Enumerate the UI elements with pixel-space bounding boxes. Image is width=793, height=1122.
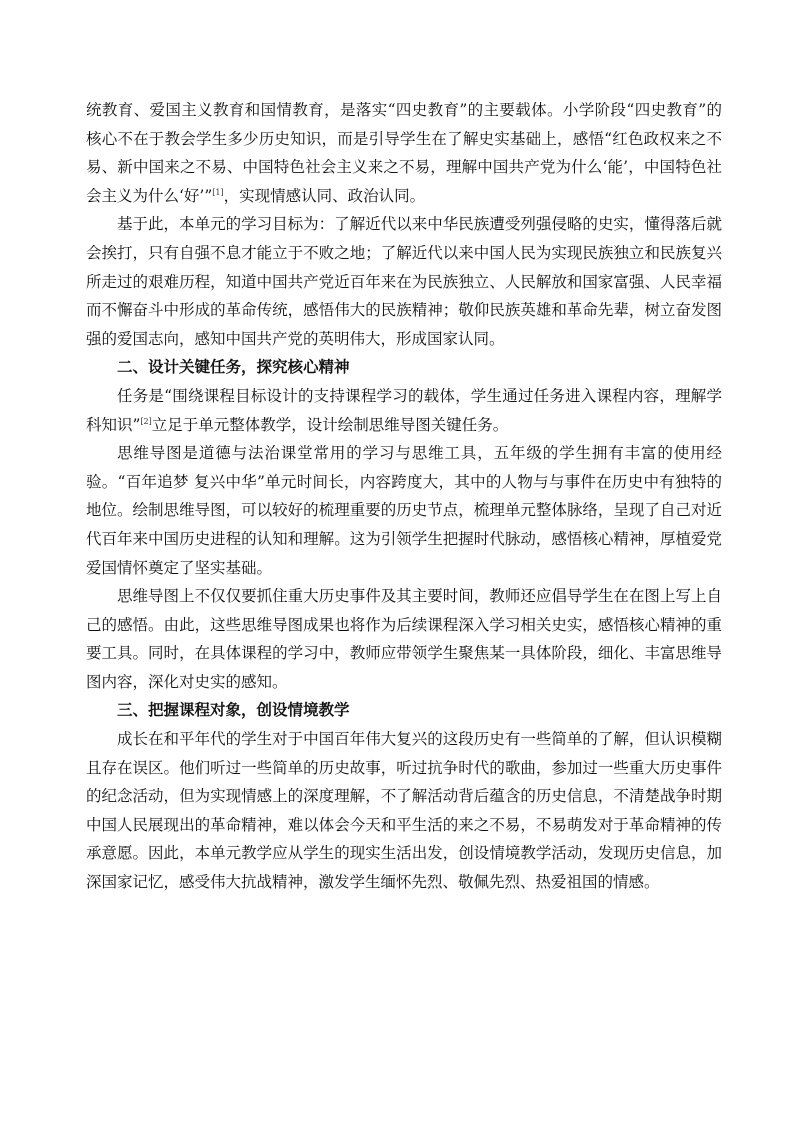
paragraph-5: 思维导图上不仅仅要抓住重大历史事件及其主要时间，教师还应倡导学生在在图上写上自己的感悟。由此，这些思维导图成果也将作为后续课程深入学习相关史实，感悟核心精神的重要工具。同时，在具体课程的学习中，教师应带领学生聚焦某一具体阶段，细化、丰富思维导图内容，深化对史实的感知。 <box>86 587 722 691</box>
paragraph-3-text: 任务是“围绕课程目标设计的支持课程学习的载体，学生通过任务进入课程内容，理解学科知识” <box>86 386 722 434</box>
paragraph-6: 成长在和平年代的学生对于中国百年伟大复兴的这段历史有一些简单的了解，但认识模糊且存在误区。他们听过一些简单的历史故事，听过抗争时代的歌曲，参加过一些重大历史事件的纪念活动，但为实现情感上的深度理解，不了解活动背后蕴含的历史信息，不清楚战争时期中国人民展现出的革命精神，难以体会今天和平生活的来之不易，不易萌发对于革命精神的传承意愿。因此，本单元教学应从学生的现实生活出发，创设情境教学活动，发现历史信息，加深国家记忆，感受伟大抗战精神，激发学生缅怀先烈、敬佩先烈、热爱祖国的情感。 <box>86 730 722 892</box>
citation-1: [1] <box>212 187 224 197</box>
document-page <box>86 96 722 897</box>
paragraph-1 <box>86 96 722 210</box>
paragraph-4: 思维导图是道德与法治课堂常用的学习与思维工具，五年级的学生拥有丰富的使用经验。“百年追梦 复兴中华”单元时间长，内容跨度大，其中的人物与与事件在历史中有独特的地位。绘制思维导图，可以较好的梳理重要的历史节点，梳理单元整体脉络，呈现了自己对近代百年来中国历史进程的认知和理解。这为引领学生把握时代脉动，感悟核心精神，厚植爱党爱国情怀奠定了坚实基础。 <box>86 444 722 577</box>
section-heading-3: 三、把握课程对象，创设情境教学 <box>117 701 350 720</box>
paragraph-1-text: 统教育、爱国主义教育和国情教育，是落实“四史教育”的主要载体。小学阶段“四史教育”的核心不在于教会学生多少历史知识，而是引导学生在了解史实基础上，感悟“红色政权来之不易、新中国来之不易、中国特色社会主义来之不易，理解中国共产党为什么‘能’，中国特色社会主义为什么‘好’” <box>86 101 722 205</box>
paragraph-1-text-end: ，实现情感认同、政治认同。 <box>223 186 426 205</box>
paragraph-2: 基于此，本单元的学习目标为：了解近代以来中华民族遭受列强侵略的史实，懂得落后就会挨打，只有自强不息才能立于不败之地；了解近代以来中国人民为实现民族独立和民族复兴所走过的艰难历程，知道中国共产党近百年来在为民族独立、人民解放和国家富强、人民幸福而不懈奋斗中形成的革命传统，感悟伟大的民族精神；敬仰民族英雄和革命先辈，树立奋发图强的爱国志向，感知中国共产党的英明伟大，形成国家认同。 <box>86 215 722 348</box>
citation-2: [2] <box>140 416 152 426</box>
paragraph-3-text-end: 立足于单元整体教学，设计绘制思维导图关键任务。 <box>151 415 509 434</box>
paragraph-3 <box>86 382 722 439</box>
section-heading-2: 二、设计关键任务，探究核心精神 <box>117 358 350 377</box>
